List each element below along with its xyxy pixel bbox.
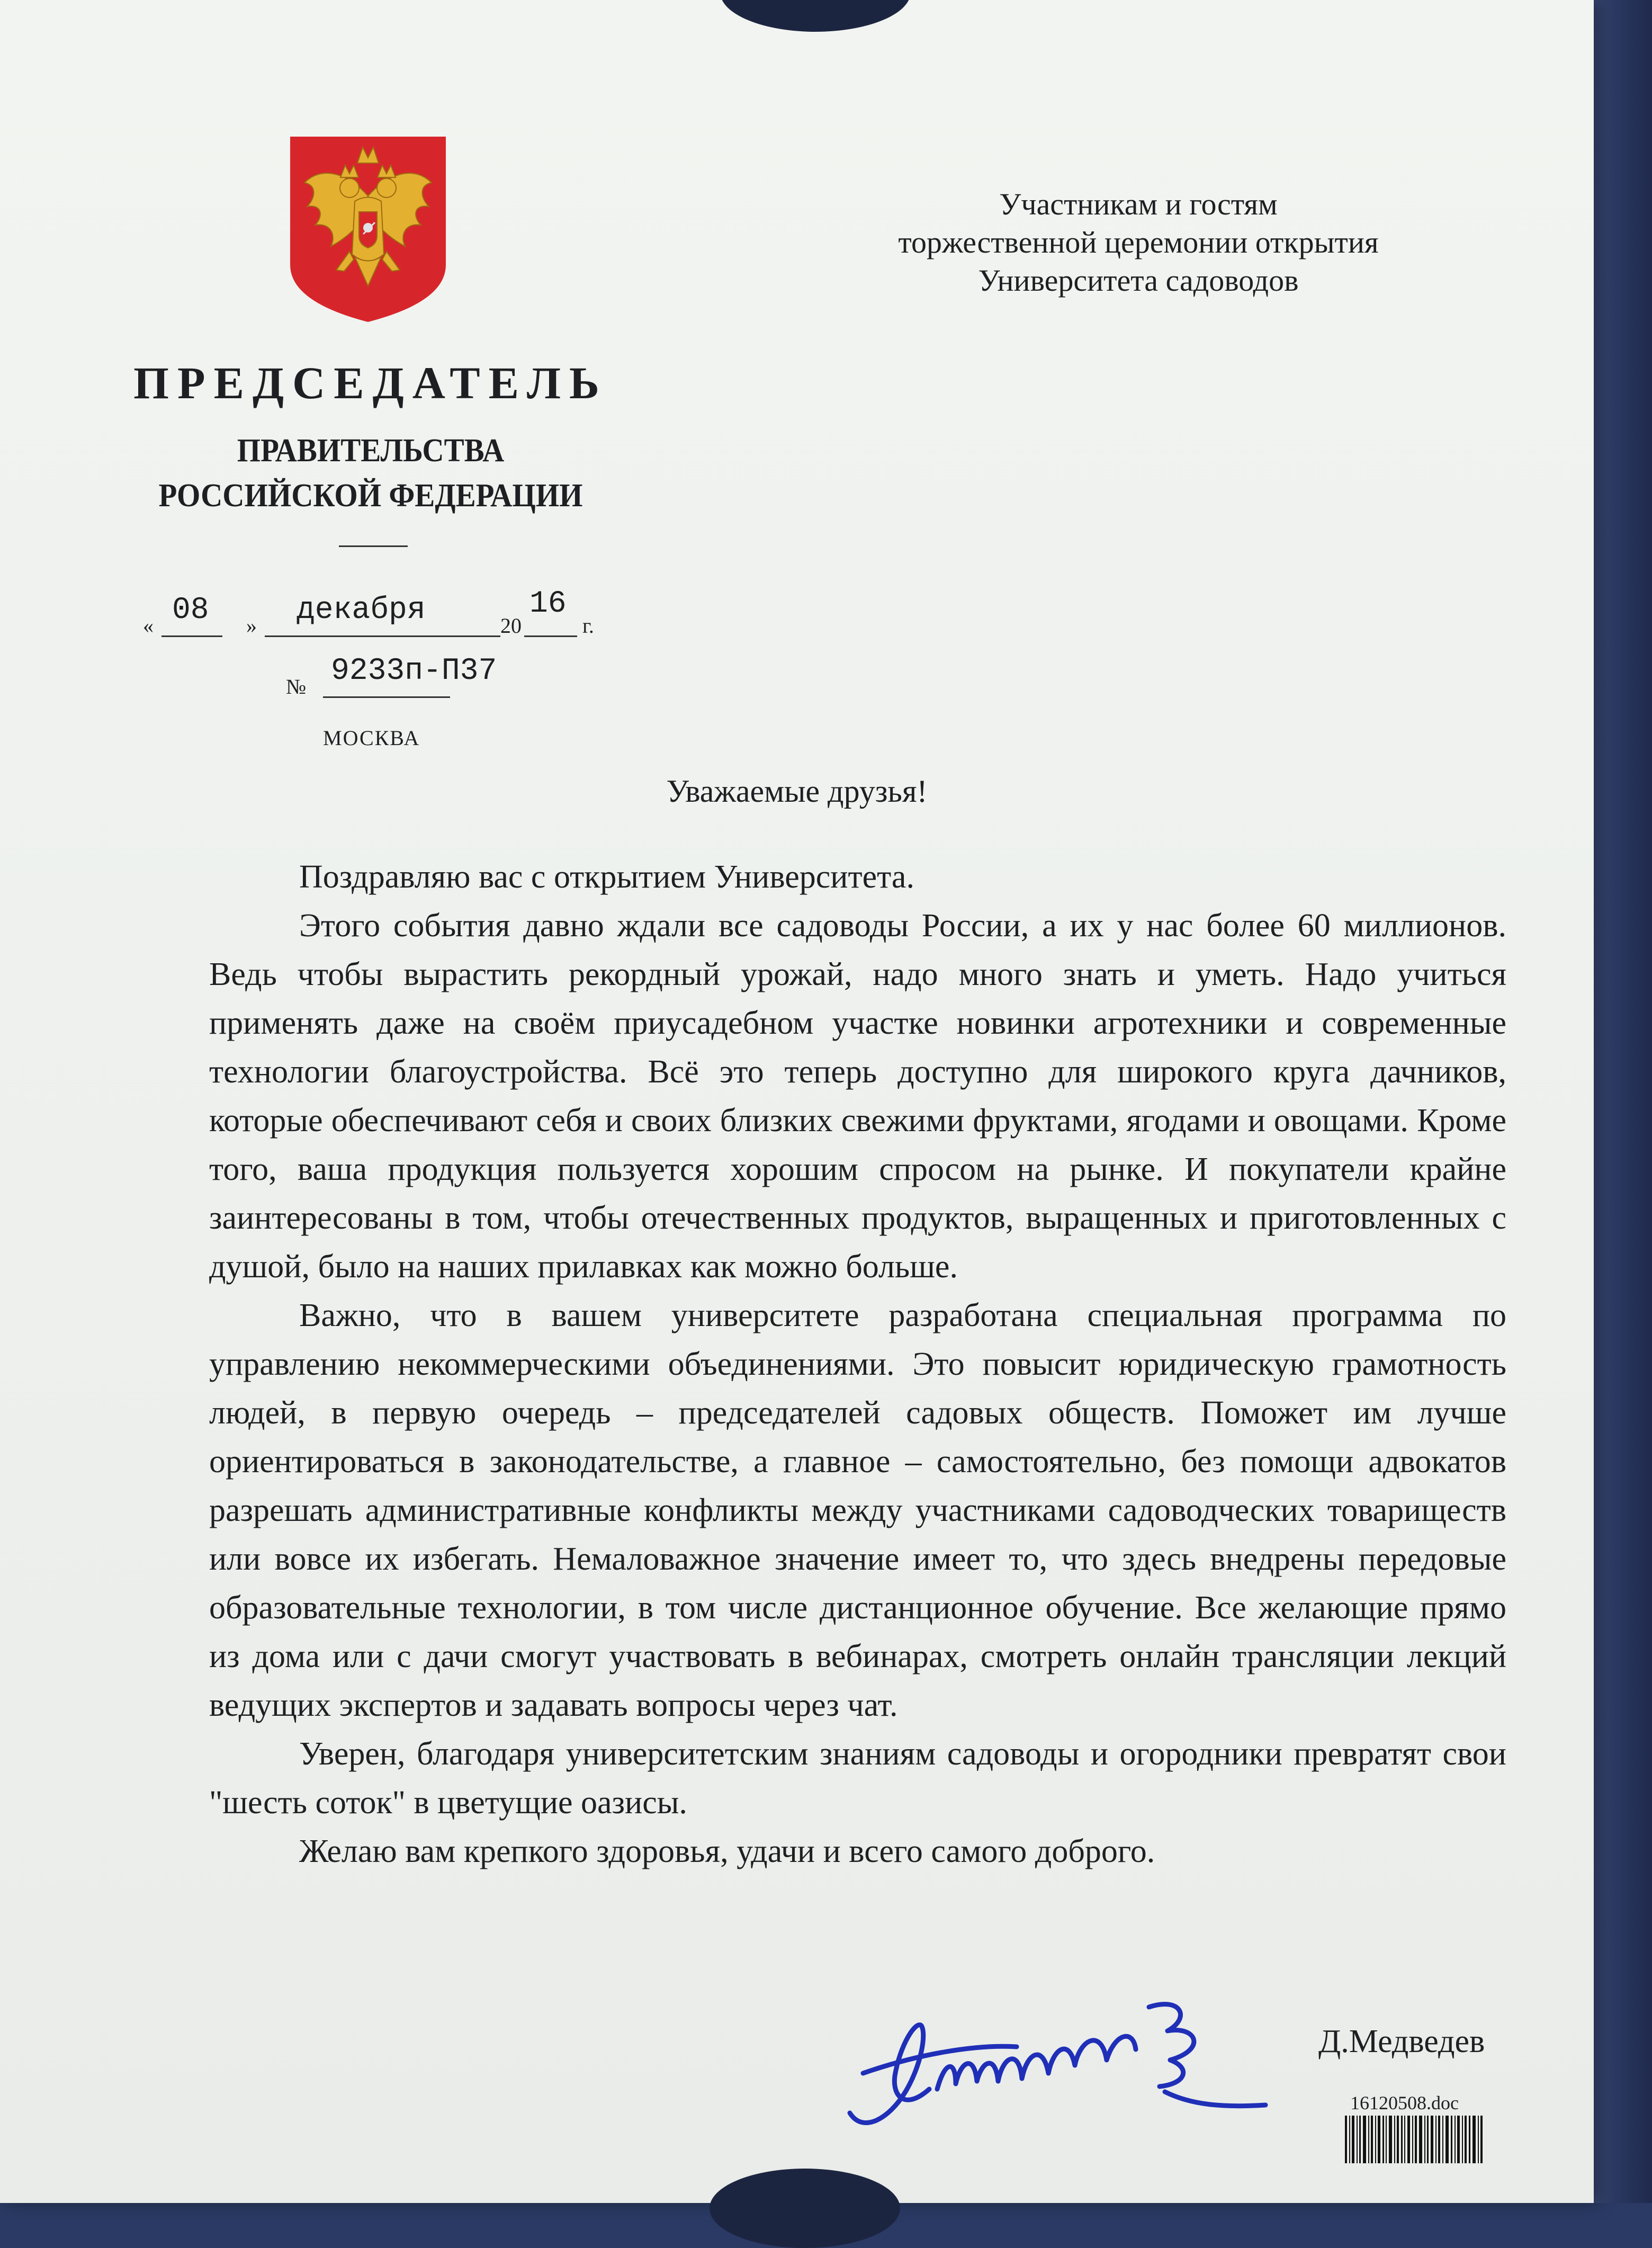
date-month: декабря — [297, 593, 426, 628]
date-year-prefix: 20 — [500, 614, 522, 638]
document-reference: 16120508.doc — [1350, 2092, 1459, 2113]
city: МОСКВА — [323, 726, 420, 750]
number-field — [323, 654, 497, 698]
addressee-line3: Университета садоводов — [978, 263, 1299, 298]
signer-name: Д.Медведев — [1318, 2023, 1485, 2059]
date-month-field — [265, 593, 500, 637]
page-clip-hole-top — [720, 0, 911, 32]
russian-coat-of-arms-icon — [286, 132, 450, 326]
date-year-suffix: 16 — [529, 587, 567, 621]
page-clip-hole-bottom — [710, 2169, 900, 2248]
greeting: Уважаемые друзья! — [666, 774, 928, 809]
date-quote-close: » — [246, 614, 257, 638]
handwritten-signature — [842, 1975, 1292, 2145]
date-day-field — [161, 593, 222, 637]
date-day: 08 — [172, 593, 209, 628]
addressee — [794, 185, 1483, 300]
registration-number — [286, 654, 551, 702]
number-sign: № — [286, 675, 307, 698]
date-quote-open: « — [143, 614, 154, 638]
number-value: 9233п-П37 — [331, 654, 497, 688]
date-year-field — [524, 587, 577, 637]
addressee-line2: торжественной церемонии открытия — [898, 225, 1379, 259]
letter-body — [209, 853, 1506, 1876]
paragraph-2: Этого события давно ждали все садоводы России, а их у нас более 60 миллионов. Ведь чтобы вырастить рекордный урожай, надо много знать и уметь. Надо учиться применять даже на своём приусадебном участке новинки агротехники и современные технологии благоустройства. Всё это теперь доступно для широкого круга дачников, которые обеспечивают себя и своих близких свежими фруктами, ягодами и овощами. Кроме того, ваша продукция пользуется хорошим спросом на рынке. И покупатели крайне заинтересованы в том, чтобы отечественных продуктов, выращенных и приготовленных с душой, было на наших прилавках как можно больше. — [209, 908, 1506, 1285]
registration-date — [143, 587, 620, 641]
paragraph-1: Поздравляю вас с открытием Университета. — [299, 859, 914, 895]
date-year-unit: г. — [582, 614, 594, 638]
barcode-icon — [1345, 2116, 1483, 2163]
letterhead-subtitle-line1: ПРАВИТЕЛЬСТВА — [237, 433, 505, 469]
letterhead-title: ПРЕДСЕДАТЕЛЬ — [133, 357, 608, 408]
addressee-line1: Участникам и гостям — [999, 187, 1278, 221]
letterhead-divider — [339, 545, 408, 547]
paragraph-4: Уверен, благодаря университетским знаниям садоводы и огородники превратят свои "шесть соток" в цветущие оазисы. — [209, 1736, 1506, 1821]
paragraph-3: Важно, что в вашем университете разработана специальная программа по управлению некоммерческими объединениями. Это повысит юридическую грамотность людей, в первую очередь – председателей садовых обществ. Поможет им лучше ориентироваться в законодательстве, а главное – самостоятельно, без помощи адвокатов разрешать административные конфликты между участниками садоводческих товариществ или вовсе их избегать. Немаловажное значение имеет то, что здесь внедрены передовые образовательные технологии, в том числе дистанционное обучение. Все желающие прямо из дома или с дачи смогут участвовать в вебинарах, смотреть онлайн трансляции лекций ведущих экспертов и задавать вопросы через чат. — [209, 1297, 1506, 1723]
letterhead-subtitle-line2: РОССИЙСКОЙ ФЕДЕРАЦИИ — [158, 478, 583, 514]
paragraph-5: Желаю вам крепкого здоровья, удачи и всего самого доброго. — [299, 1833, 1155, 1869]
